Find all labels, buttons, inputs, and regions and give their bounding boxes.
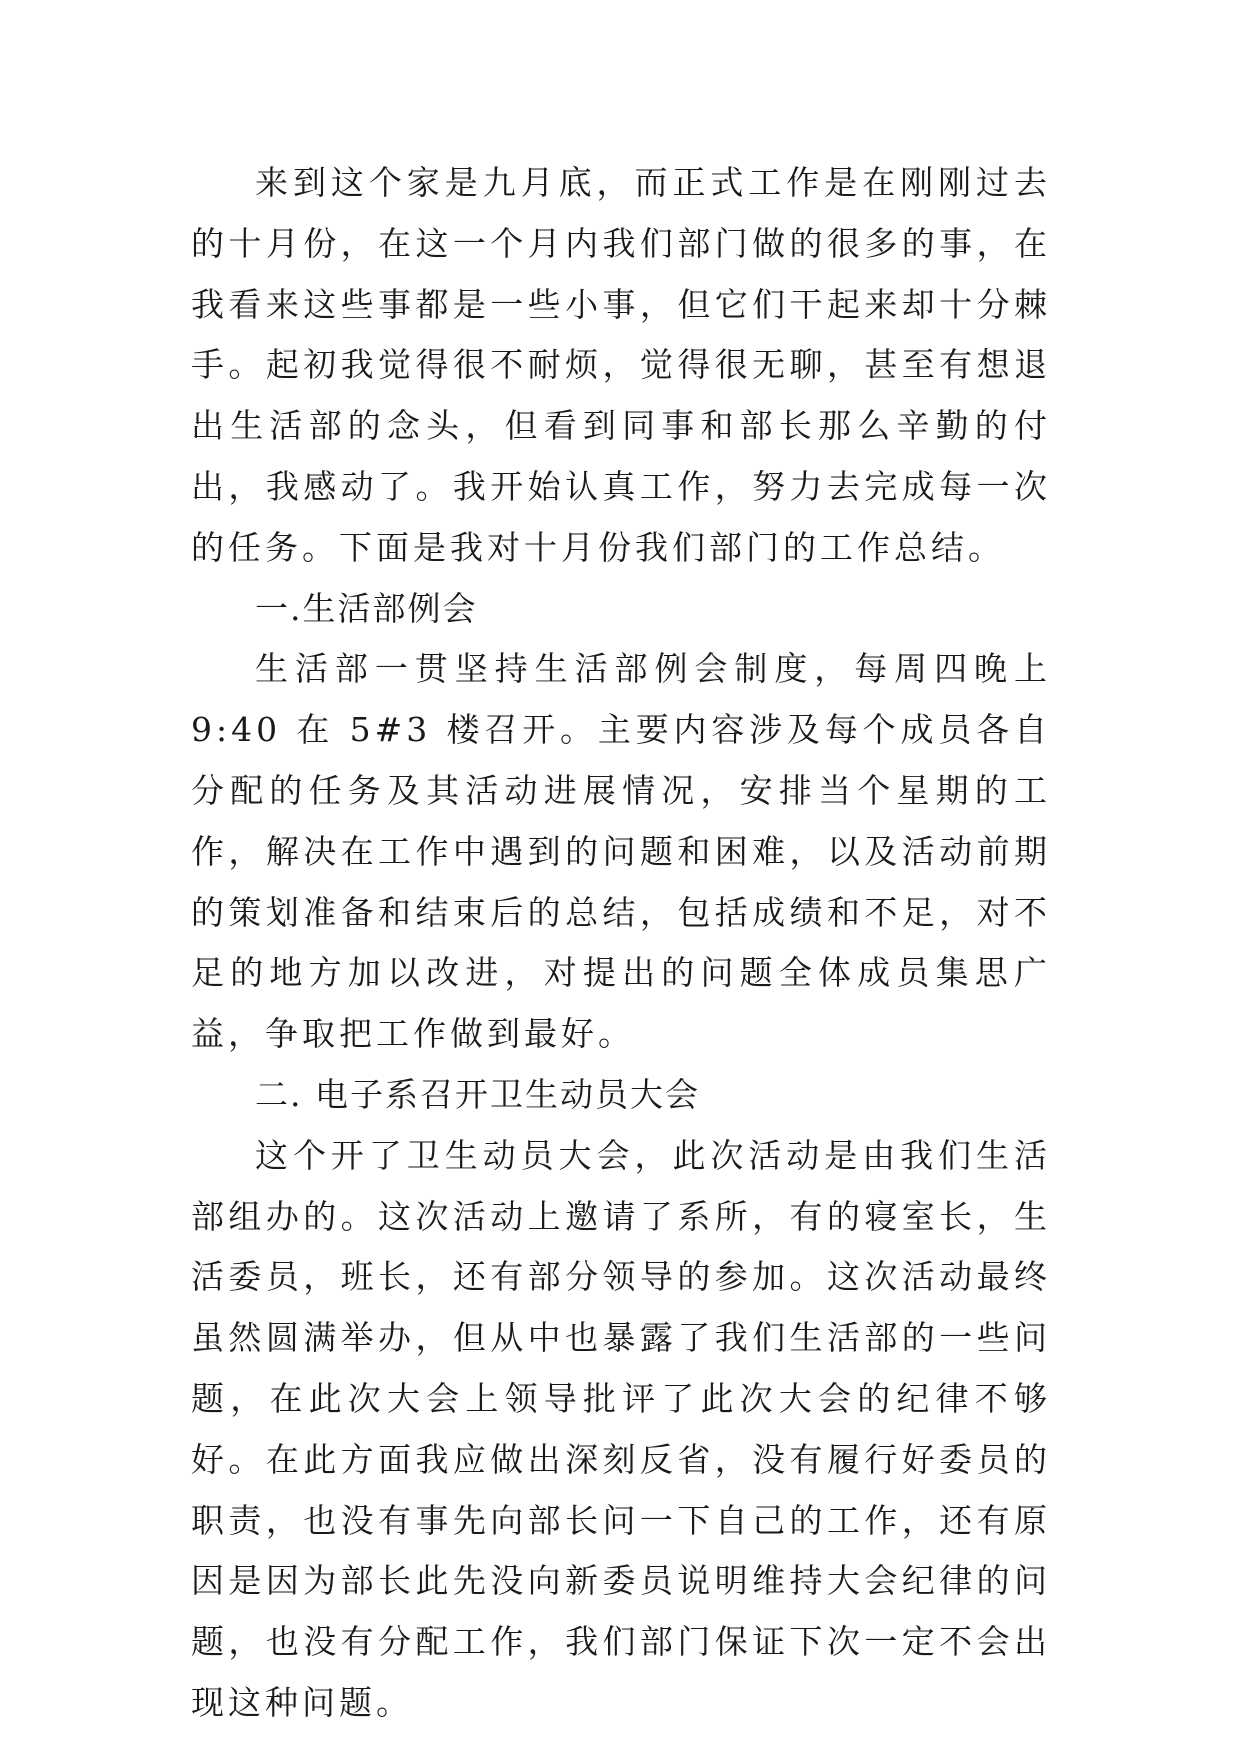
document-body: [191, 153, 1051, 1734]
section-heading-hygiene-rally: 二. 电子系召开卫生动员大会: [255, 1074, 700, 1114]
intro-paragraph: 来到这个家是九月底，而正式工作是在刚刚过去的十月份，在这一个月内我们部门做的很多的事，在我看来这些事都是一些小事，但它们干起来却十分棘手。起初我觉得很不耐烦，觉得很无聊，甚至有想退出生活部的念头，但看到同事和部长那么辛勤的付出，我感动了。我开始认真工作，努力去完成每一次的任务。下面是我对十月份我们部门的工作总结。: [191, 163, 1051, 567]
section-heading-weekly-meeting: 一.生活部例会: [255, 588, 478, 628]
weekly-meeting-paragraph: 生活部一贯坚持生活部例会制度，每周四晚上 9:40 在 5#3 楼召开。主要内容涉及每个成员各自分配的任务及其活动进展情况，安排当个星期的工作，解决在工作中遇到的问题和困难，以及活动前期的策划准备和结束后的总结，包括成绩和不足，对不足的地方加以改进，对提出的问题全体成员集思广益，争取把工作做到最好。: [191, 649, 1051, 1054]
hygiene-rally-paragraph: 这个开了卫生动员大会，此次活动是由我们生活部组办的。这次活动上邀请了系所，有的寝室长，生活委员，班长，还有部分领导的参加。这次活动最终虽然圆满举办，但从中也暴露了我们生活部的一些问题，在此次大会上领导批评了此次大会的纪律不够好。在此方面我应做出深刻反省，没有履行好委员的职责，也没有事先向部长问一下自己的工作，还有原因是因为部长此先没向新委员说明维持大会纪律的问题，也没有分配工作，我们部门保证下次一定不会出现这种问题。: [191, 1135, 1051, 1722]
